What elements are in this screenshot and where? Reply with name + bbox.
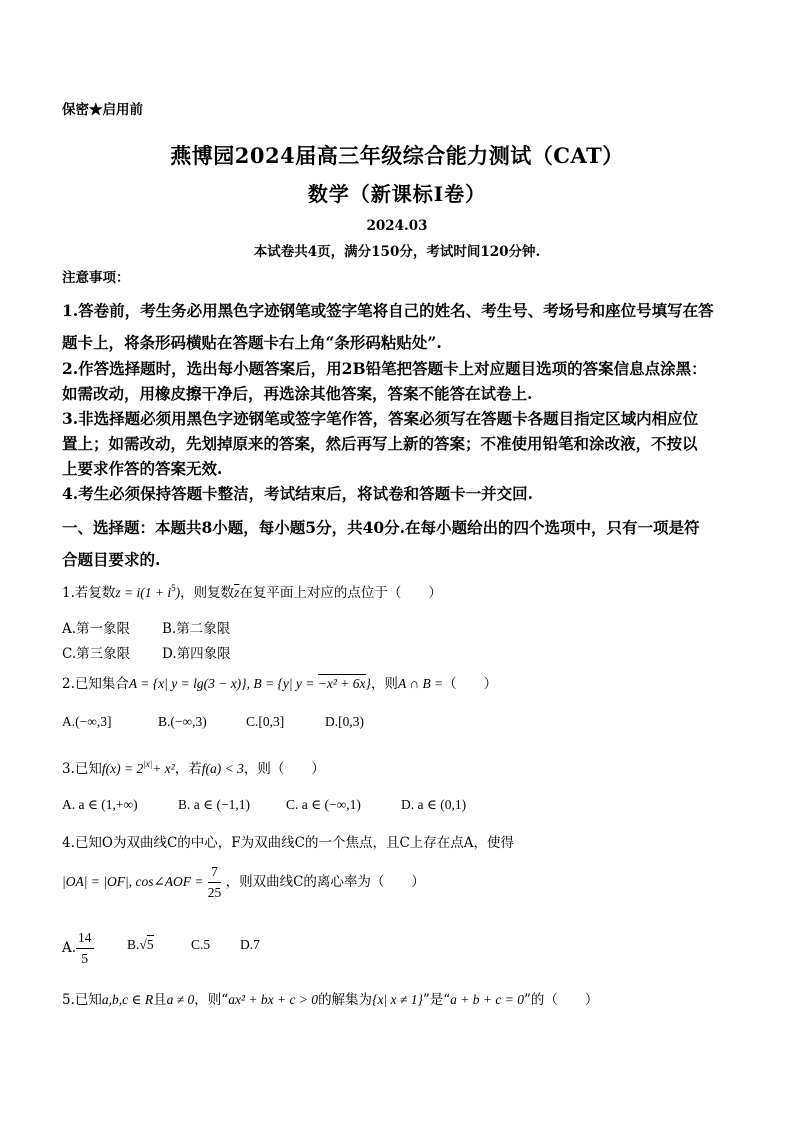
section-1-heading-line-1: 一、选择题：本题共8小题，每小题5分，共40分.在每小题给出的四个选项中，只有一项是符 bbox=[62, 518, 700, 537]
section-1-heading-line-2: 合题目要求的. bbox=[62, 550, 161, 569]
notice-item-2-line-2: 如需改动，用橡皮擦干净后，再选涂其他答案，答案不能答在试卷上. bbox=[62, 384, 533, 403]
notice-item-1-line-2: 题卡上，将条形码横贴在答题卡右上角“条形码粘贴处”. bbox=[62, 333, 442, 352]
question-4-option-b: B.√5 bbox=[127, 937, 154, 952]
question-3-option-c: C. a ∈ (−∞,1) bbox=[286, 797, 361, 812]
notice-item-2-line-1: 2.作答选择题时，选出每小题答案后，用2B铅笔把答题卡上对应题目选项的答案信息点涂黑： bbox=[62, 359, 707, 378]
question-3-option-d: D. a ∈ (0,1) bbox=[401, 797, 467, 812]
question-2-option-a: A.(−∞,3] bbox=[62, 714, 112, 729]
question-4-stem-line-1: 4.已知O为双曲线C的中心，F为双曲线C的一个焦点，且C上存在点A，使得 bbox=[62, 835, 515, 851]
notice-item-3-line-1: 3.非选择题必须用黑色字迹钢笔或签字笔作答，答案必须写在答题卡各题目指定区域内相应位 bbox=[62, 409, 699, 428]
notice-item-3-line-2: 置上；如需改动，先划掉原来的答案，然后再写上新的答案；不准使用铅笔和涂改液，不按以 bbox=[62, 434, 698, 453]
question-4-option-d: D.7 bbox=[240, 937, 260, 952]
question-1-option-b: B.第二象限 bbox=[162, 621, 231, 637]
notice-heading: 注意事项： bbox=[62, 270, 130, 286]
question-2-option-d: D.[0,3) bbox=[325, 714, 364, 729]
question-4-option-a: A. $\frac{14}{5}$ bbox=[62, 930, 92, 966]
question-1-option-c: C.第三象限 bbox=[62, 646, 131, 662]
notice-item-4: 4.考生必须保持答题卡整洁，考试结束后，将试卷和答题卡一并交回. bbox=[62, 484, 534, 503]
question-5-stem: 5.已知a,b,c ∈ R且a ≠ 0，则“ax² + bx + c > 0的解集为{x| x ≠ 1}”是“a + b + c = 0”的（ ） bbox=[62, 992, 599, 1008]
question-2-stem: 2.已知集合A = {x| y = lg(3 − x)}, B = {y| y = −x² + 6x}，则A ∩ B =（ ） bbox=[62, 676, 498, 692]
exam-title: 燕博园2024届高三年级综合能力测试（CAT） bbox=[170, 143, 624, 168]
question-4-fraction: $\frac{7}{25}$ bbox=[207, 864, 222, 900]
question-4-stem-line-2: |OA| = |OF|, cos∠AOF = $\frac{7}{25}$ ，则双曲线C的离心率为（ ） bbox=[62, 862, 425, 903]
question-3-option-b: B. a ∈ (−1,1) bbox=[178, 797, 250, 812]
notice-item-1-line-1: 1.答卷前，考生务必用黑色字迹钢笔或签字笔将自己的姓名、考生号、考场号和座位号填写在答 bbox=[62, 301, 714, 320]
question-1-option-a: A.第一象限 bbox=[62, 621, 131, 637]
question-3-option-a: A. a ∈ (1,+∞) bbox=[62, 797, 138, 812]
exam-date: 2024.03 bbox=[366, 218, 428, 234]
notice-item-3-line-3: 上要求作答的答案无效. bbox=[62, 459, 223, 478]
confidential-label: 保密★启用前 bbox=[62, 102, 143, 118]
question-1-option-d: D.第四象限 bbox=[162, 646, 231, 662]
question-4-option-c: C.5 bbox=[191, 937, 211, 952]
question-3-stem: 3.已知$f(x) = 2^{|x|}+ x^2$，若f(a) < 3，则（ ） bbox=[62, 759, 325, 777]
exam-subtitle: 数学（新课标I卷） bbox=[307, 182, 487, 206]
question-1-stem: 1.若复数$z = i(1 + i^5)$，则复数$\overline{z}$在复平面上对应的点位于（ ） bbox=[62, 583, 442, 601]
question-2-option-b: B.(−∞,3) bbox=[158, 714, 207, 729]
exam-info: 本试卷共4页，满分150分，考试时间120分钟. bbox=[253, 244, 541, 260]
question-2-option-c: C.[0,3] bbox=[246, 714, 285, 729]
